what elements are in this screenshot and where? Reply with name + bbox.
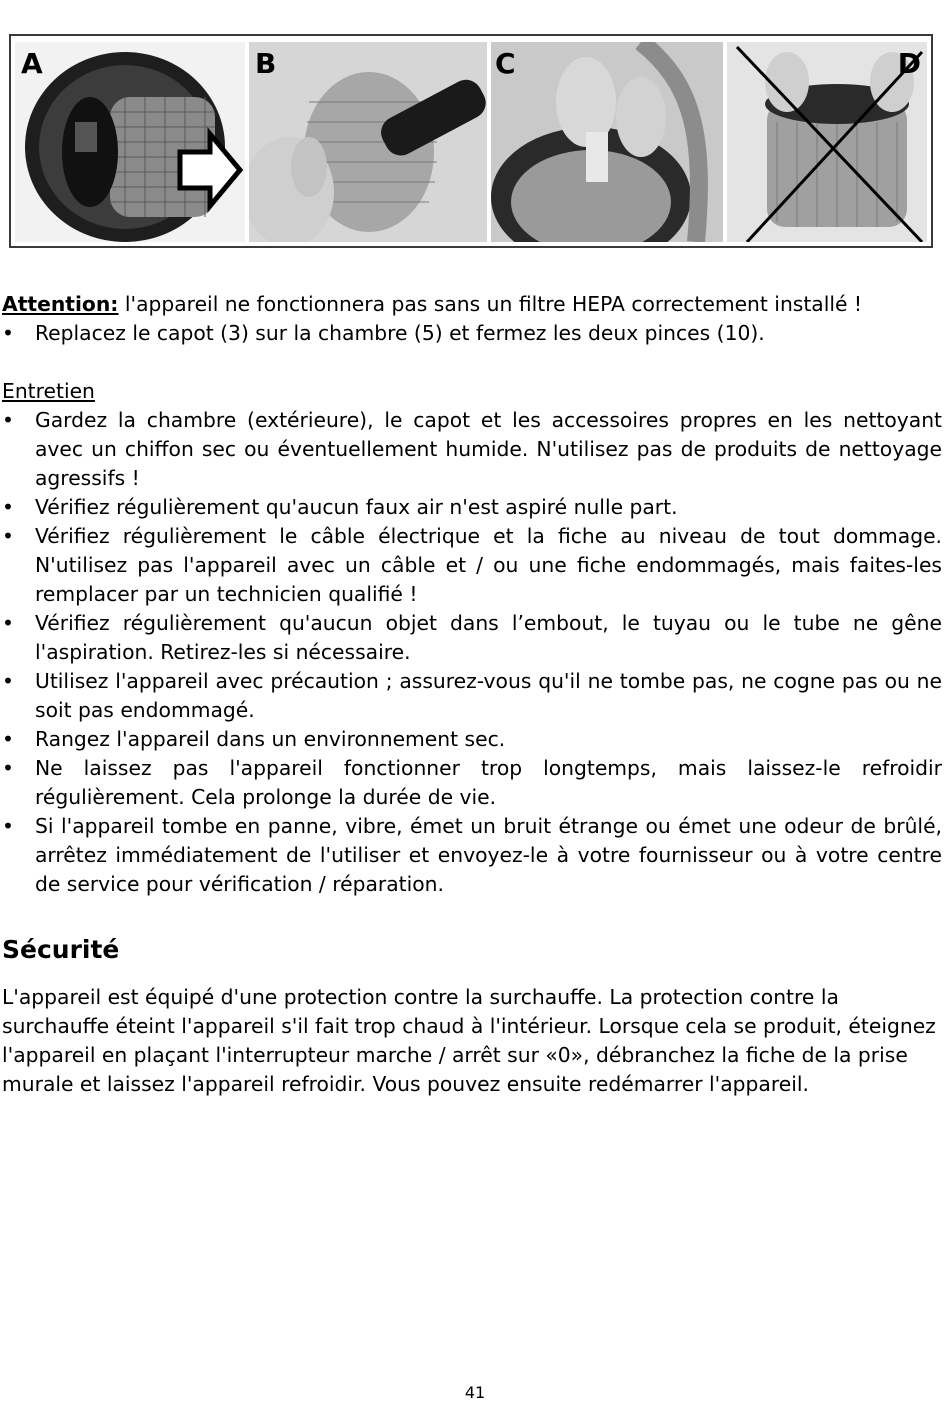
list-item: • Si l'appareil tombe en panne, vibre, émet un bruit étrange ou émet une odeur de brûlé, arrêtez immédiatement de l'utiliser et envoyez-le à votre fournisseur ou à votre centre de service pour vérification / réparation. — [2, 812, 942, 899]
filter-illustration-a — [15, 42, 245, 242]
instruction-figure — [9, 34, 933, 248]
panel-label-d: D — [897, 47, 921, 80]
page-number: 41 — [464, 1383, 486, 1402]
security-paragraph: L'appareil est équipé d'une protection contre la surchauffe. La protection contre la surchauffe éteint l'appareil s'il fait trop chaud à l'intérieur. Lorsque cela se produit, éteignez l'appareil en plaçant l'interrupteur marche / arrêt sur «0», débranchez la fiche de la prise murale et laissez l'appareil refroidir. Vous pouvez ensuite redémarrer l'appareil. — [2, 985, 936, 1096]
filter-illustration-c — [491, 42, 723, 242]
figure-panel-a — [15, 42, 245, 242]
list-item: • Utilisez l'appareil avec précaution ; assurez-vous qu'il ne tombe pas, ne cogne pas ou ne soit pas endommagé. — [2, 667, 942, 725]
panel-label-a: A — [21, 47, 43, 80]
list-item: • Ne laissez pas l'appareil fonctionner trop longtemps, mais laissez-le refroidir régulièrement. Cela prolonge la durée de vie. — [2, 754, 942, 812]
maintenance-section — [2, 377, 942, 899]
list-item: • Vérifiez régulièrement le câble électrique et la fiche au niveau de tout dommage. N'utilisez pas l'appareil avec un câble et / ou une fiche endommagés, mais faites-les remplacer par un technicien qualifié ! — [2, 522, 942, 609]
figure-panel-c — [491, 42, 723, 242]
attention-line — [2, 290, 942, 319]
attention-label: Attention: — [2, 292, 119, 316]
panel-label-b: B — [255, 47, 277, 80]
section-title-maintenance: Entretien — [2, 379, 95, 403]
figure-panel-b — [249, 42, 487, 242]
attention-text: l'appareil ne fonctionnera pas sans un filtre HEPA correctement installé ! — [118, 292, 863, 316]
attention-block — [2, 290, 942, 348]
list-item: • Vérifiez régulièrement qu'aucun faux air n'est aspiré nulle part. — [2, 493, 942, 522]
maintenance-list — [2, 406, 942, 899]
list-item: • Rangez l'appareil dans un environnement sec. — [2, 725, 942, 754]
figure-panel-d — [727, 42, 927, 242]
list-item: • Gardez la chambre (extérieure), le capot et les accessoires propres en les nettoyant avec un chiffon sec ou éventuellement humide. N'utilisez pas de produits de nettoyage agressifs ! — [2, 406, 942, 493]
reassembly-list — [2, 319, 942, 348]
section-title-security: Sécurité — [2, 935, 120, 964]
panel-label-c: C — [495, 47, 516, 80]
filter-illustration-b — [249, 42, 487, 242]
list-item: • Vérifiez régulièrement qu'aucun objet dans l’embout, le tuyau ou le tube ne gêne l'aspiration. Retirez-les si nécessaire. — [2, 609, 942, 667]
list-item: • Replacez le capot (3) sur la chambre (5) et fermez les deux pinces (10). — [2, 319, 942, 348]
